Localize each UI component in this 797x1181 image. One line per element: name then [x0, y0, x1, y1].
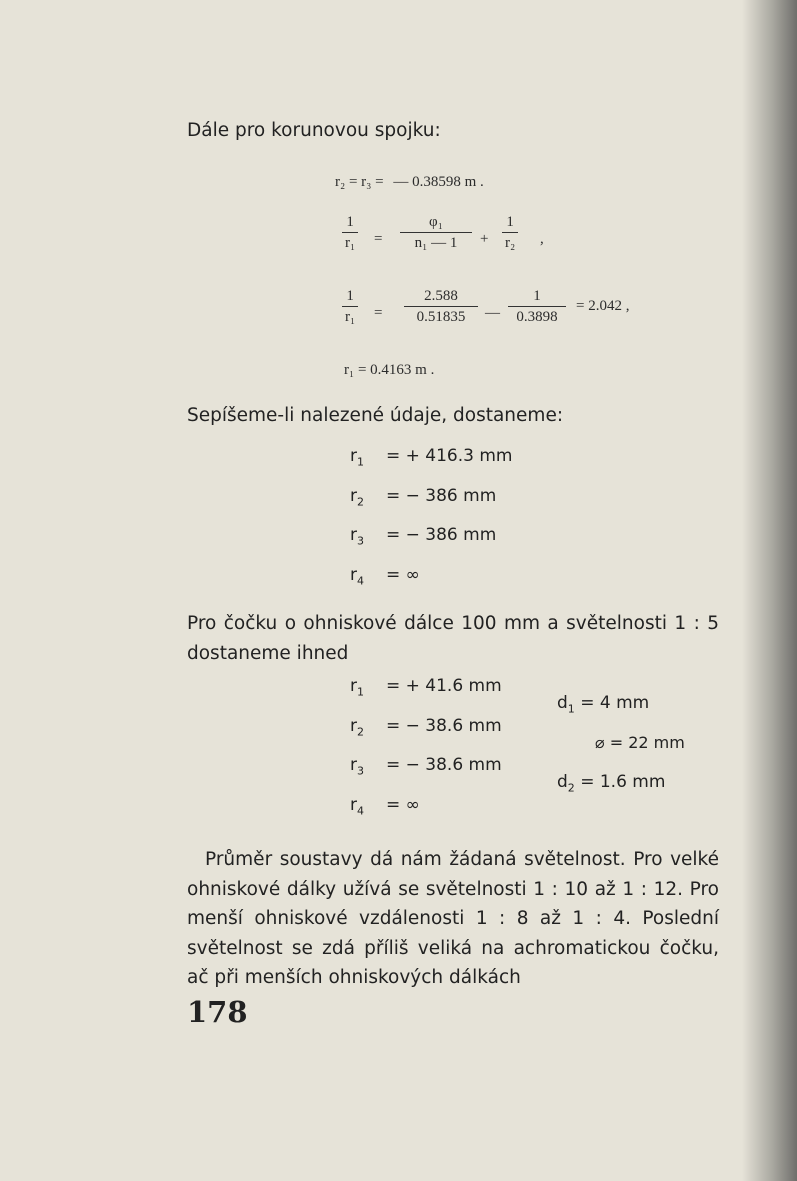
page-number: 178 — [187, 995, 248, 1029]
radius-label — [350, 525, 386, 547]
radius-name: r — [350, 525, 357, 545]
denominator: 0.51835 — [416, 309, 466, 325]
equation-result: = 2.042 , — [576, 298, 630, 314]
numerator: 2.588 — [424, 288, 458, 304]
radius-label — [350, 446, 386, 468]
denominator: n₁ — 1 — [414, 235, 458, 251]
denominator: 0.3898 — [516, 309, 558, 325]
equals-sign: = — [374, 305, 383, 321]
radius-row — [350, 716, 502, 738]
d-subscript: 2 — [567, 781, 575, 795]
radius-label — [350, 755, 386, 777]
equation-rhs: — 0.38598 m . — [393, 174, 484, 190]
denominator: r₁ — [345, 309, 356, 325]
d-subscript: 1 — [567, 702, 575, 716]
radius-subscript: 4 — [357, 803, 364, 817]
fraction-bar — [502, 232, 518, 233]
fraction-1-over-03898 — [508, 287, 566, 326]
radius-value: = − 38.6 mm — [386, 755, 502, 775]
radius-name: r — [350, 794, 357, 815]
plus-sign: + — [480, 231, 489, 247]
radius-row — [350, 565, 420, 587]
radius-row — [350, 525, 496, 547]
diameter-text: = 22 mm — [609, 733, 685, 752]
radius-row — [350, 676, 502, 698]
radius-value: = − 386 mm — [386, 525, 497, 545]
radius-label — [350, 795, 386, 817]
radius-subscript: 3 — [357, 534, 364, 548]
equation-lhs: r₂ = r₃ = — [335, 174, 384, 190]
radius-row — [350, 446, 513, 468]
radius-subscript: 2 — [357, 494, 364, 508]
numerator: 1 — [506, 214, 514, 230]
radius-name: r — [350, 485, 357, 506]
radius-value: = ∞ — [386, 794, 420, 815]
fraction-1-over-r1 — [342, 287, 358, 326]
radius-row — [350, 486, 496, 508]
radius-label — [350, 716, 386, 738]
diameter-value — [595, 733, 685, 752]
radius-value: = + 416.3 mm — [386, 446, 513, 466]
equals-sign: = — [374, 231, 383, 247]
thickness-d2 — [557, 772, 665, 794]
fraction-1-over-r2 — [502, 213, 518, 252]
numerator: 1 — [346, 288, 354, 304]
denominator: r₂ — [505, 235, 516, 251]
radius-label — [350, 565, 386, 587]
fraction-bar — [342, 232, 358, 233]
d-value: = 1.6 mm — [580, 772, 666, 792]
radius-row — [350, 795, 420, 817]
radius-name: r — [350, 715, 357, 736]
radius-name: r — [350, 755, 357, 775]
fraction-bar — [400, 232, 472, 233]
radius-value: = − 386 mm — [386, 485, 497, 506]
radius-name: r — [350, 564, 357, 585]
numerator: 1 — [346, 214, 354, 230]
diameter-symbol: ⌀ — [595, 733, 605, 752]
fraction-phi-over-n — [400, 213, 472, 252]
radius-subscript: 2 — [357, 724, 364, 738]
denominator: r₁ — [345, 235, 356, 251]
closing-paragraph: Průměr soustavy dá nám žádaná světelnost. Pro velké ohniskové dálky užívá se světelnosti 1 : 10 až 1 : 12. Pro menší ohniskové vzdálenosti 1 : 8 až 1 : 4. Poslední světelnost se zdá příliš veliká na achromatickou čočku, ač při menších ohniskových dálkách — [187, 849, 719, 988]
intro-summary-text: Sepíšeme-li nalezené údaje, dostaneme: — [187, 405, 564, 426]
fraction-bar — [508, 306, 566, 307]
radius-row — [350, 755, 502, 777]
radius-name: r — [350, 676, 357, 696]
numerator: φ₁ — [429, 214, 443, 230]
d-label: d — [557, 772, 568, 792]
radius-subscript: 4 — [357, 573, 364, 587]
radius-name: r — [350, 446, 357, 466]
radius-value: = + 41.6 mm — [386, 676, 502, 696]
d-label: d — [557, 693, 568, 713]
fraction-bar — [342, 306, 358, 307]
numerator: 1 — [533, 288, 541, 304]
radius-subscript: 1 — [357, 455, 364, 469]
fraction-1-over-r1 — [342, 213, 358, 252]
radius-label — [350, 486, 386, 508]
equation-r1-result: r₁ = 0.4163 m . — [344, 362, 435, 378]
d-value: = 4 mm — [580, 693, 650, 713]
radius-subscript: 1 — [357, 685, 364, 699]
heading-text: Dále pro korunovou spojku: — [187, 120, 441, 141]
radius-subscript: 3 — [357, 764, 364, 778]
fraction-2588-over-051835 — [404, 287, 478, 326]
minus-sign: — — [485, 305, 500, 321]
radius-label — [350, 676, 386, 698]
equation-r2-r3 — [335, 174, 484, 191]
comma: , — [540, 231, 544, 247]
thickness-d1 — [557, 693, 649, 715]
page-gutter-shadow — [742, 0, 797, 1181]
fraction-bar — [404, 306, 478, 307]
intro-lens-text: Pro čočku o ohniskové dálce 100 mm a světelnosti 1 : 5 dostaneme ihned — [187, 613, 719, 664]
radius-value: = − 38.6 mm — [386, 715, 502, 736]
radius-value: = ∞ — [386, 564, 420, 585]
